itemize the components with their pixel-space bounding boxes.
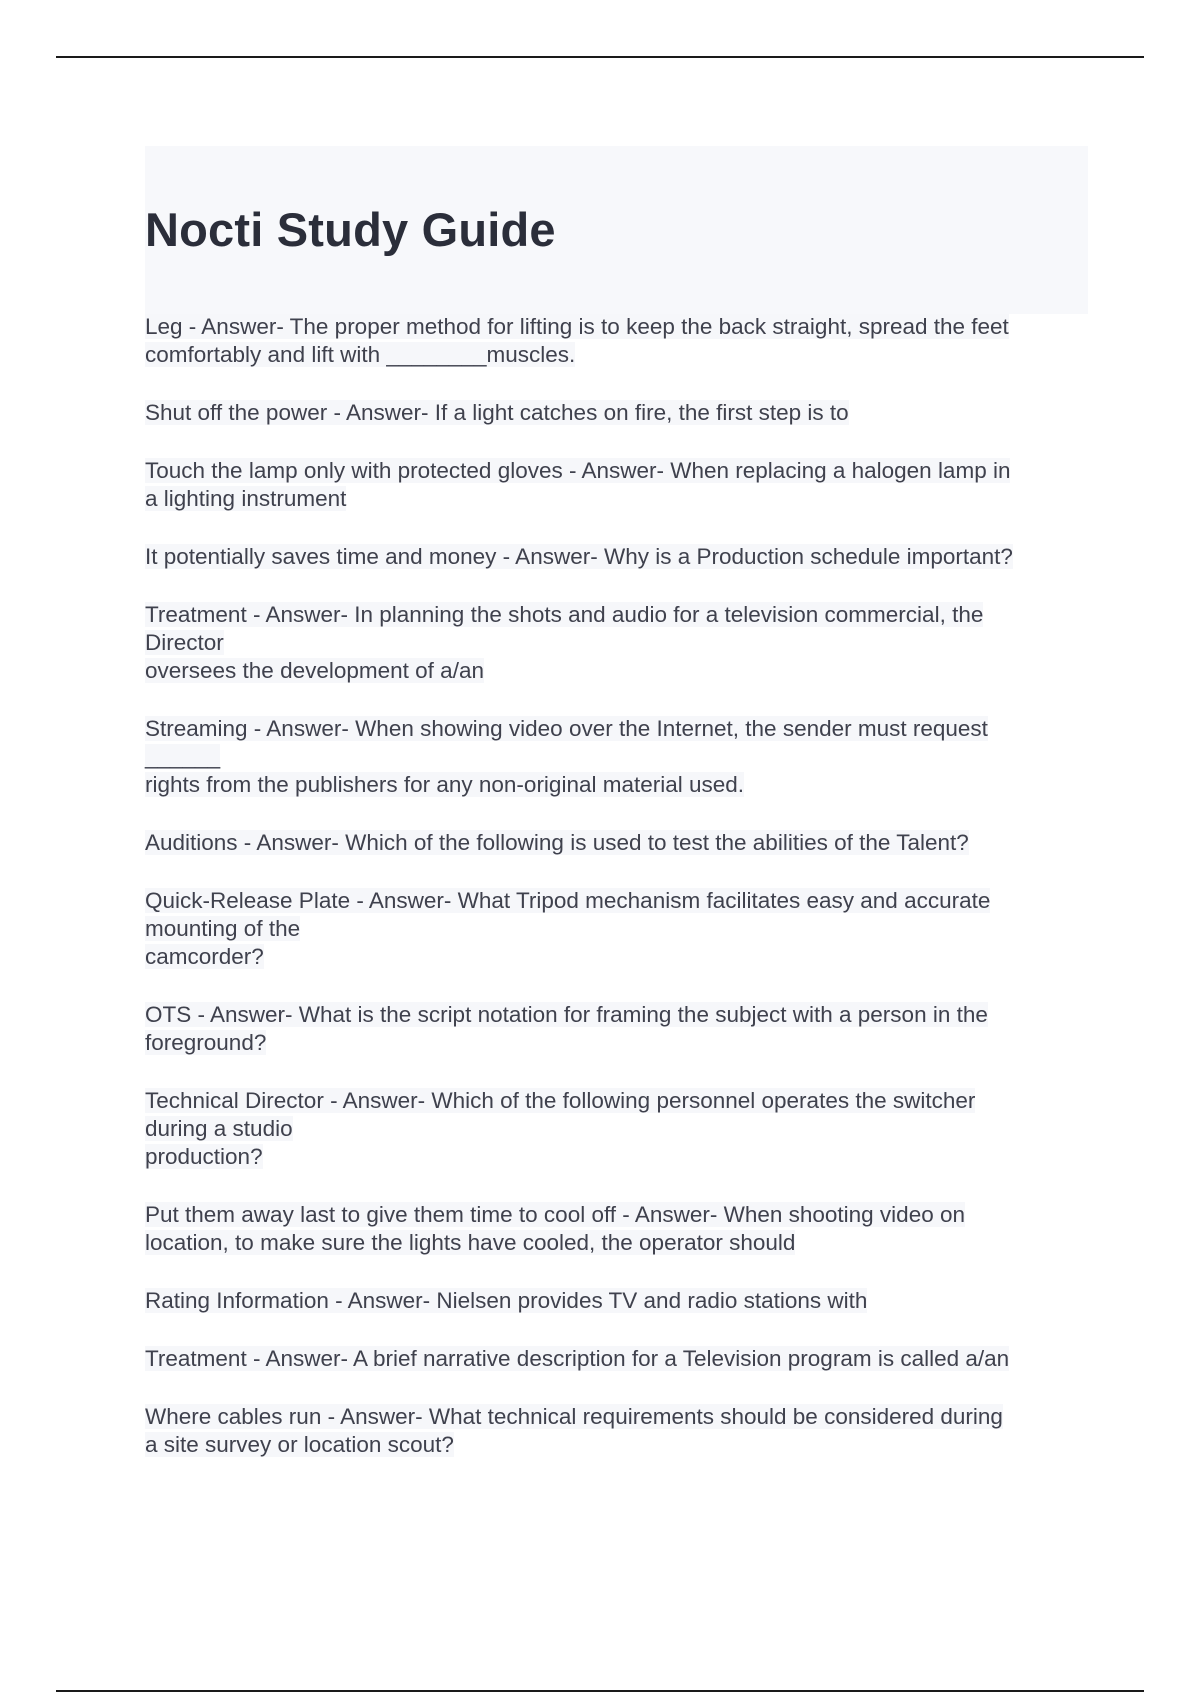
qa-line-text: Treatment - Answer- A brief narrative description for a Television program is called a/an bbox=[145, 1346, 1010, 1371]
bottom-rule bbox=[56, 1690, 1144, 1692]
qa-line-text: oversees the development of a/an bbox=[145, 658, 484, 683]
qa-line-text: Director bbox=[145, 630, 224, 655]
qa-line bbox=[145, 915, 1090, 943]
qa-line bbox=[145, 1087, 1090, 1115]
qa-line-text: rights from the publishers for any non-original material used. bbox=[145, 772, 745, 797]
qa-line-text: Where cables run - Answer- What technical requirements should be considered during bbox=[145, 1404, 1003, 1429]
qa-item bbox=[145, 1287, 1090, 1315]
qa-line-text: OTS - Answer- What is the script notation for framing the subject with a person in the bbox=[145, 1002, 988, 1027]
qa-line bbox=[145, 1143, 1090, 1171]
qa-line bbox=[145, 457, 1090, 485]
qa-line-text: mounting of the bbox=[145, 916, 301, 941]
qa-line-text: location, to make sure the lights have cooled, the operator should bbox=[145, 1230, 796, 1255]
qa-line bbox=[145, 399, 1090, 427]
qa-item bbox=[145, 715, 1090, 799]
qa-line bbox=[145, 1345, 1090, 1373]
qa-line-text: a site survey or location scout? bbox=[145, 1432, 454, 1457]
qa-line-text: Shut off the power - Answer- If a light catches on fire, the first step is to bbox=[145, 400, 849, 425]
qa-line bbox=[145, 601, 1090, 629]
qa-line bbox=[145, 1115, 1090, 1143]
qa-item bbox=[145, 601, 1090, 685]
qa-line bbox=[145, 887, 1090, 915]
qa-item bbox=[145, 1087, 1090, 1171]
qa-line bbox=[145, 485, 1090, 513]
qa-line bbox=[145, 1287, 1090, 1315]
qa-line-text: Touch the lamp only with protected gloves - Answer- When replacing a halogen lamp in bbox=[145, 458, 1011, 483]
qa-line bbox=[145, 1431, 1090, 1459]
qa-line-text: It potentially saves time and money - Answer- Why is a Production schedule important? bbox=[145, 544, 1013, 569]
qa-line-text: Technical Director - Answer- Which of the following personnel operates the switcher bbox=[145, 1088, 976, 1113]
qa-item bbox=[145, 1001, 1090, 1057]
qa-line bbox=[145, 313, 1090, 341]
qa-line bbox=[145, 771, 1090, 799]
qa-line-text: during a studio bbox=[145, 1116, 293, 1141]
qa-line bbox=[145, 543, 1090, 571]
qa-line-text: Auditions - Answer- Which of the following is used to test the abilities of the Talent? bbox=[145, 830, 969, 855]
qa-line bbox=[145, 1029, 1090, 1057]
qa-line bbox=[145, 341, 1090, 369]
qa-line-text: Treatment - Answer- In planning the shots and audio for a television commercial, the bbox=[145, 602, 984, 627]
qa-line-text: Quick-Release Plate - Answer- What Tripod mechanism facilitates easy and accurate bbox=[145, 888, 991, 913]
qa-item bbox=[145, 1403, 1090, 1459]
qa-item bbox=[145, 829, 1090, 857]
qa-line bbox=[145, 743, 1090, 771]
qa-list bbox=[145, 313, 1090, 1489]
qa-line-text: foreground? bbox=[145, 1030, 267, 1055]
top-rule bbox=[56, 56, 1144, 58]
qa-item bbox=[145, 457, 1090, 513]
qa-line-text: Put them away last to give them time to cool off - Answer- When shooting video on bbox=[145, 1202, 965, 1227]
qa-line bbox=[145, 943, 1090, 971]
qa-line-text: Leg - Answer- The proper method for lifting is to keep the back straight, spread the feet bbox=[145, 314, 1009, 339]
qa-line-text: Streaming - Answer- When showing video over the Internet, the sender must request bbox=[145, 716, 988, 741]
qa-item bbox=[145, 399, 1090, 427]
qa-line-text: a lighting instrument bbox=[145, 486, 347, 511]
qa-line bbox=[145, 715, 1090, 743]
qa-line-text: camcorder? bbox=[145, 944, 264, 969]
qa-item bbox=[145, 543, 1090, 571]
qa-line bbox=[145, 829, 1090, 857]
qa-item bbox=[145, 1201, 1090, 1257]
qa-line bbox=[145, 657, 1090, 685]
qa-line-text: ______ bbox=[145, 744, 221, 769]
qa-line bbox=[145, 629, 1090, 657]
qa-line-text: Rating Information - Answer- Nielsen provides TV and radio stations with bbox=[145, 1288, 868, 1313]
qa-item bbox=[145, 313, 1090, 369]
qa-line bbox=[145, 1201, 1090, 1229]
qa-line-text: production? bbox=[145, 1144, 263, 1169]
qa-line-text: comfortably and lift with ________muscles. bbox=[145, 342, 576, 367]
qa-line bbox=[145, 1001, 1090, 1029]
qa-item bbox=[145, 887, 1090, 971]
page-title: Nocti Study Guide bbox=[145, 203, 556, 256]
qa-line bbox=[145, 1229, 1090, 1257]
qa-item bbox=[145, 1345, 1090, 1373]
qa-line bbox=[145, 1403, 1090, 1431]
